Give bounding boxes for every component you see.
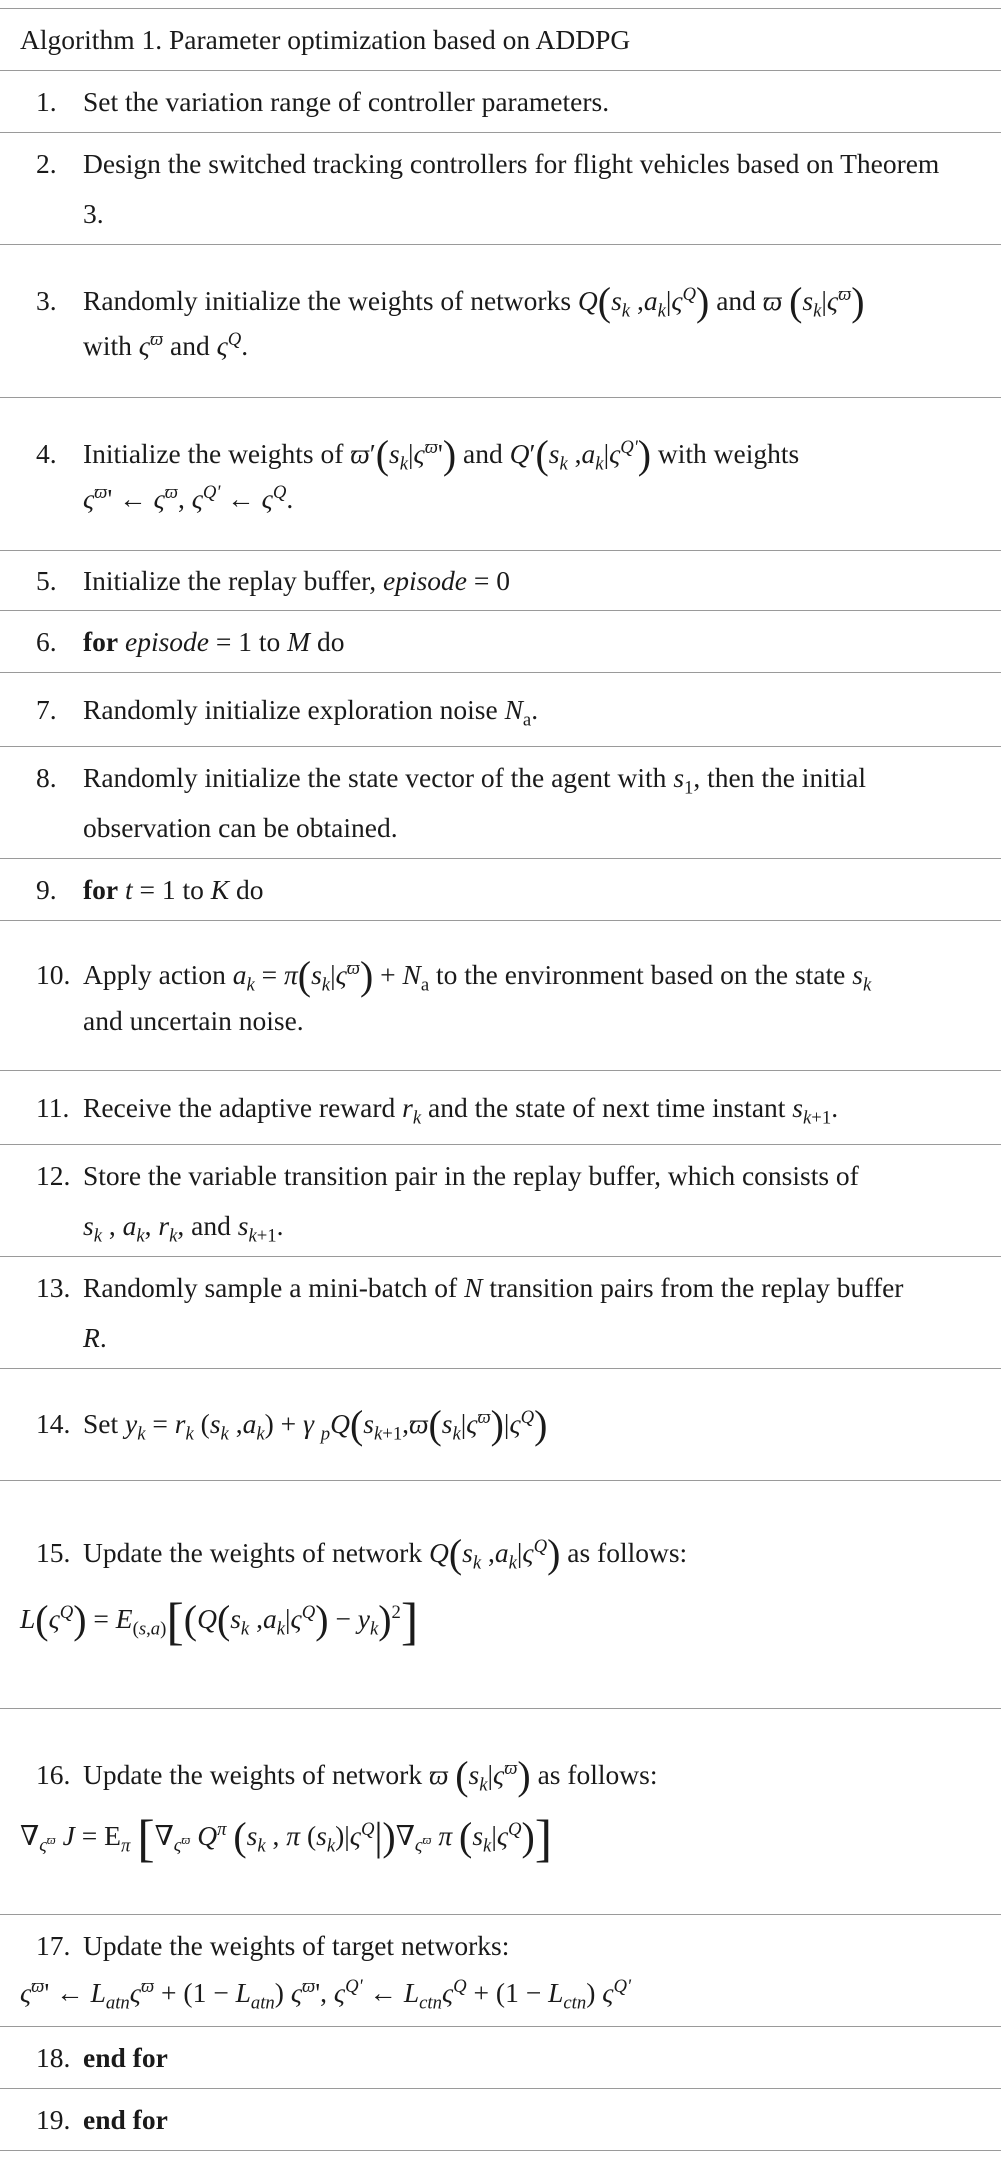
step-8: 8. Randomly initialize the state vector of the agent with $s_1$, then the initial observation can be obtained. <box>0 747 1001 859</box>
step-7: 7. Randomly initialize exploration noise $N_a$. <box>0 673 1001 747</box>
step-6: 6. for episode = 1 to M do <box>0 611 1001 673</box>
step-19: 19. end for <box>0 2089 1001 2151</box>
step-18: 18. end for <box>0 2027 1001 2089</box>
step-13: 13. Randomly sample a mini-batch of N transition pairs from the replay buffer R. <box>0 1257 1001 1369</box>
step-2: 2. Design the switched tracking controllers for flight vehicles based on Theorem 3. <box>0 133 1001 245</box>
algorithm-table <box>0 8 1001 2151</box>
step-4: 4. Initialize the weights of $ϖ'(s_k|\varsigma^ϖ')$ and $Q'(s_k$ $,a_k|\varsigma^{Q'}$) with weights $\varsigma^ϖ'$ ← $\varsigma^ϖ$, $\varsigma^{Q'}$ ← $\varsigma^Q$. <box>0 398 1001 551</box>
step-5: 5. Initialize the replay buffer, episode = 0 <box>0 551 1001 611</box>
step-12: 12. Store the variable transition pair in the replay buffer, which consists of $s_k$ , $a_k$, $r_k$, and $s_{k+1}$. <box>0 1145 1001 1257</box>
step-16: 16. Update the weights of network ϖ $(s_k|\varsigma^ϖ)$ as follows: $\nabla_{\varsigma^ϖ}$ $J = E_\pi$ [$\nabla_{\varsigma^ϖ}$ $Q^\pi$ ($s_k$ , π $(s_k)|\varsigma^Q|)\nabla_{\varsigma^ϖ}$ π $(s_k|\varsigma^Q)$] <box>0 1709 1001 1915</box>
step-1: 1. Set the variation range of controller parameters. <box>0 71 1001 133</box>
step-10: 10. Apply action $a_k = \pi(s_k|\varsigma^ϖ) + N_a$ to the environment based on the state $s_k$ and uncertain noise. <box>0 921 1001 1071</box>
step-14: 14. Set $y_k = r_k$ ($s_k$ $,a_k) + \gamma$ $_pQ(s_{k+1},ϖ(s_k|\varsigma^ϖ)|\varsigma^Q)$ <box>0 1369 1001 1481</box>
step-11: 11. Receive the adaptive reward $r_k$ and the state of next time instant $s_{k+1}$. <box>0 1071 1001 1145</box>
step-15: 15. Update the weights of network $Q(s_k$ $,a_k|\varsigma^Q$) as follows: $L(\varsigma^Q) = E_{(s,a)}[(Q(s_k$ $,a_k|\varsigma^Q) - y_k)^2$] <box>0 1481 1001 1709</box>
step-17: 17. Update the weights of target networks: $\varsigma^ϖ'$ ← $L_{atn}\varsigma^ϖ + (1 - L_{atn})$ $\varsigma^ϖ'$, $\varsigma^{Q'}$ ← $L_{ctn}\varsigma^Q + (1 - L_{ctn})$ $\varsigma^{Q'}$ <box>0 1915 1001 2027</box>
algorithm-title: Algorithm 1. Parameter optimization based on ADDPG <box>0 9 1001 71</box>
step-9: 9. for t = 1 to K do <box>0 859 1001 921</box>
step-3: 3. Randomly initialize the weights of networks $Q(s_k$ $,a_k|\varsigma^Q$) and ϖ $(s_k|\varsigma^ϖ)$ with $\varsigma^ϖ$ and $\varsigma^Q$. <box>0 245 1001 398</box>
